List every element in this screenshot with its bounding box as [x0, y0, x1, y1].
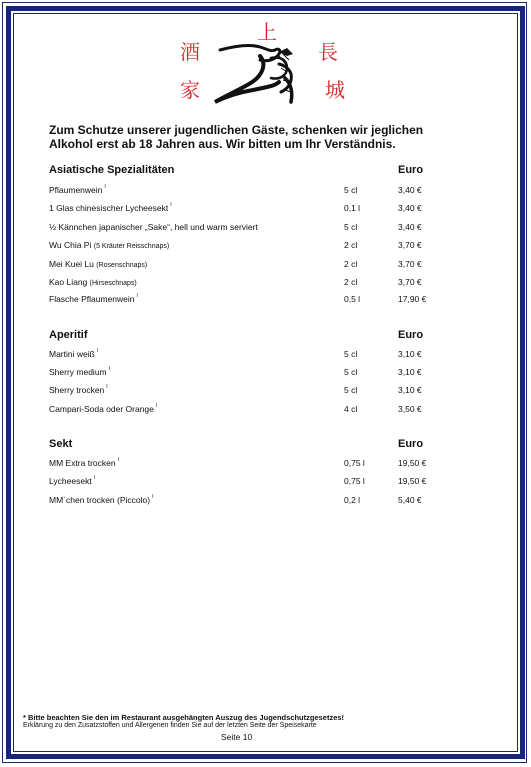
- item-price: 3,10 €: [398, 367, 422, 377]
- item-price: 3,70 €: [398, 277, 422, 287]
- item-volume: 0,75 l: [344, 476, 365, 486]
- item-name: Mei Kuei Lu (Rosenschnaps): [49, 259, 148, 269]
- restaurant-logo: [175, 20, 355, 110]
- additive-marker: I: [152, 494, 154, 500]
- youth-protection-notice: Zum Schutze unserer jugendlichen Gäste, schenken wir jeglichen Alkohol erst ab 18 Jahren aus. Wir bitten um Ihr Verständnis.: [49, 123, 424, 151]
- great-wall-brush-icon: [175, 20, 355, 110]
- menu-item: [49, 259, 449, 273]
- section-currency-aperitif: Euro: [398, 329, 424, 341]
- item-note: (Hirseschnaps): [89, 280, 137, 287]
- item-name: Kao Liang (Hirseschnaps): [49, 277, 137, 287]
- page-number: Seite 10: [221, 732, 253, 742]
- item-price: 3,10 €: [398, 385, 422, 395]
- item-price: 5,40 €: [398, 495, 422, 505]
- item-price: 3,40 €: [398, 222, 422, 232]
- item-volume: 5 cl: [344, 349, 358, 359]
- item-volume: 5 cl: [344, 367, 358, 377]
- menu-item: [49, 385, 449, 399]
- additive-marker: I: [106, 384, 108, 390]
- item-price: 19,50 €: [398, 458, 427, 468]
- item-volume: 2 cl: [344, 259, 358, 269]
- menu-item: [49, 349, 449, 363]
- logo-char-right-top: 長: [318, 40, 338, 64]
- item-price: 3,50 €: [398, 404, 422, 414]
- additive-marker: I: [155, 403, 158, 409]
- item-name: Lycheesekt $^I$: [49, 475, 96, 486]
- item-volume: 0,1 l: [344, 203, 361, 213]
- additive-marker: I: [93, 475, 96, 481]
- menu-item: [49, 458, 449, 472]
- item-price: 3,10 €: [398, 349, 422, 359]
- item-price: 3,40 €: [398, 203, 422, 213]
- frame-border-bottom: [6, 754, 525, 759]
- item-note: (Rosenschnaps): [96, 262, 148, 269]
- logo-char-left-top: 酒: [180, 40, 200, 64]
- frame-border-top: [6, 6, 525, 11]
- item-name: MM Extra trocken $^I$: [49, 457, 119, 468]
- section-currency-sekt: Euro: [398, 438, 424, 450]
- item-volume: 4 cl: [344, 404, 358, 414]
- youth-protection-footer: * Bitte beachten Sie den im Restaurant ausgehängten Auszug des Jugendschutzgesetzes!: [23, 713, 345, 722]
- menu-item: [49, 404, 449, 418]
- additive-marker: I: [117, 457, 119, 463]
- frame-border-right: [520, 6, 525, 759]
- item-name: Flasche Pflaumenwein $^I$: [49, 293, 138, 304]
- item-name: Sherry trocken $^I$: [49, 384, 108, 395]
- item-volume: 2 cl: [344, 240, 358, 250]
- item-note: (5 Kräuter Reisschnaps): [93, 243, 170, 250]
- logo-char-right-bottom: 城: [325, 78, 345, 102]
- item-name: Sherry medium $^I$: [49, 366, 111, 377]
- additive-marker: I: [108, 366, 111, 372]
- logo-char-left-bottom: 家: [180, 78, 200, 102]
- item-price: 3,70 €: [398, 259, 422, 269]
- menu-item: [49, 185, 449, 199]
- additive-marker: I: [170, 202, 172, 208]
- menu-item: [49, 203, 449, 217]
- additive-marker: I: [136, 293, 138, 299]
- section-title-asian: Asiatische Spezialitäten: [49, 164, 175, 176]
- logo-char-top: 上: [257, 20, 277, 44]
- menu-item: [49, 476, 449, 490]
- allergen-note: Erklärung zu den Zusatzstoffen und Allergenen finden Sie auf der letzten Seite der Speisekarte: [23, 722, 317, 729]
- item-price: 3,40 €: [398, 185, 422, 195]
- menu-item: [49, 367, 449, 381]
- item-price: 19,50 €: [398, 476, 427, 486]
- item-volume: 5 cl: [344, 185, 358, 195]
- menu-item: [49, 240, 449, 254]
- item-name: ½ Kännchen japanischer „Sake“, hell und warm serviert: [49, 222, 258, 232]
- item-name: Wu Chia Pi (5 Kräuter Reisschnaps): [49, 240, 170, 250]
- item-name: Pflaumenwein $^I$: [49, 184, 106, 195]
- menu-item: [49, 294, 449, 308]
- item-volume: 2 cl: [344, 277, 358, 287]
- section-title-aperitif: Aperitif: [49, 329, 88, 341]
- item-name: MM`chen trocken (Piccolo) $^I$: [49, 494, 154, 505]
- menu-item: [49, 495, 449, 509]
- item-volume: 0,5 l: [344, 294, 361, 304]
- section-title-sekt: Sekt: [49, 438, 73, 450]
- item-volume: 0,2 l: [344, 495, 361, 505]
- item-volume: 0,75 l: [344, 458, 365, 468]
- item-name: Campari-Soda oder Orange $^I$: [49, 403, 158, 414]
- menu-item: [49, 222, 449, 236]
- item-name: 1 Glas chinesischer Lycheesekt $^I$: [49, 202, 172, 213]
- item-price: 3,70 €: [398, 240, 422, 250]
- item-name: Martini weiß $^I$: [49, 348, 99, 359]
- item-volume: 5 cl: [344, 385, 358, 395]
- additive-marker: I: [104, 184, 106, 190]
- item-volume: 5 cl: [344, 222, 358, 232]
- menu-item: [49, 277, 449, 291]
- item-price: 17,90 €: [398, 294, 427, 304]
- additive-marker: I: [96, 348, 99, 354]
- section-currency-asian: Euro: [398, 164, 424, 176]
- frame-border-left: [6, 6, 11, 759]
